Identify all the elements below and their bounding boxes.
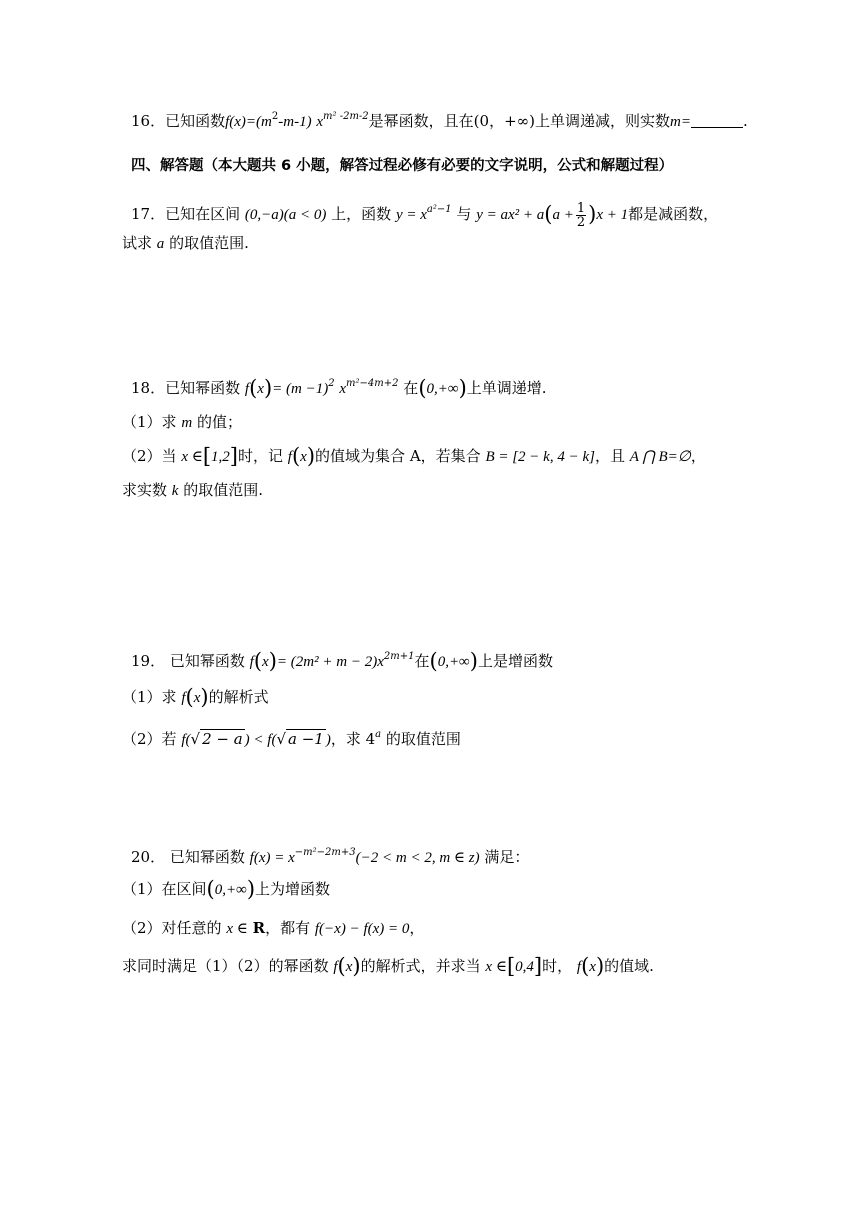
question-17: 17．已知在区间 (0,−a)(a < 0) 上，函数 $y = x^{a^2-1}$ 与 y = ax² + a(a + $\frac{1}{2}$ )x + 1都是减函数， (131, 200, 719, 230)
question-20: 20． 已知幂函数 $f(x) = x^{-m^2-2m+3}(-2 < m < 2$, m ∈ z) 满足： (131, 847, 530, 866)
question-17-line2: 试求 a 的取值范围. (122, 234, 249, 252)
question-20-part1: （1）在区间(0,+∞)上为增函数 (122, 877, 331, 901)
question-18: 18．已知幂函数 $f(x)= (m -1)^2$ $x^{m^2-4m+2}$ 在(0,+∞)上单调递增. (131, 376, 547, 400)
question-19: 19． 已知幂函数 $f(x)= (2m^2 + m - 2)x^{2m+1}$在(0,+∞)上是增函数 (131, 649, 553, 673)
fraction: $\frac{1}{2}$ (576, 200, 586, 230)
question-20-line3: 求同时满足（1）（2）的幂函数 f(x)的解析式，并求当 x ∈[0,4]时， f(x)的值域. (122, 954, 654, 978)
question-18-part2: （2）当 x ∈[1,2]时，记 f(x)的值域为集合 A，若集合 B = [2 − k, 4 − k]，且 A ⋂ B=∅， (122, 444, 706, 468)
question-18-part1: （1）求 m 的值； (122, 413, 242, 431)
question-19-part2: （2）若 f(√ 2 − a ) < f(√ a −1 )，求 4$^a$ 的取值范围 (122, 729, 461, 748)
answer-blank (691, 113, 743, 128)
question-16: 16．已知函数$f(x)=(m^2-m-1)$ $x^{m^2 -2m-2}$是幂函数，且在(0，+∞)上单调递减，则实数m= . (131, 111, 748, 130)
question-18-line3: 求实数 k 的取值范围. (122, 481, 264, 499)
question-20-part2: （2）对任意的 x ∈ R，都有 f(−x) − f(x) = 0， (122, 919, 425, 937)
question-19-part1: （1）求 f(x)的解析式 (122, 685, 269, 709)
section-heading: 四、解答题（本大题共 6 小题，解答过程必修有必要的文字说明，公式和解题过程） (131, 158, 674, 174)
question-number: 16． (131, 112, 166, 130)
